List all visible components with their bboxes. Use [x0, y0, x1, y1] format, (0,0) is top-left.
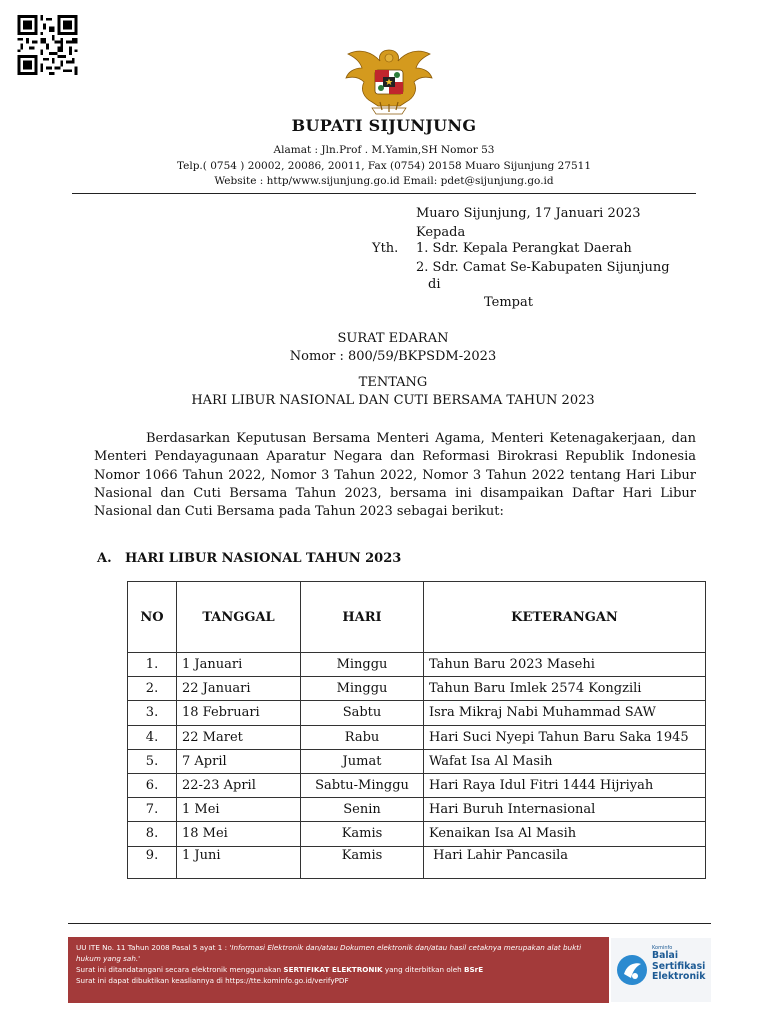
cell-no: 2.: [128, 677, 177, 701]
cell-tanggal: 1 Januari: [177, 653, 301, 677]
cell-hari: Sabtu-Minggu: [301, 773, 424, 797]
letterhead-address: Alamat : Jln.Prof . M.Yamin,SH Nomor 53: [273, 144, 495, 156]
holiday-table-body: [128, 653, 706, 879]
footer-divider: [68, 923, 711, 924]
cell-no: 8.: [128, 822, 177, 846]
cell-keterangan: Hari Suci Nyepi Tahun Baru Saka 1945: [424, 725, 706, 749]
cell-no: 9.: [128, 846, 177, 878]
table-row: [128, 822, 706, 846]
garuda-emblem-icon: [342, 46, 436, 118]
cell-tanggal: 18 Februari: [177, 701, 301, 725]
letterhead-divider: [72, 193, 696, 194]
bsre-kominfo-label: Kominfo: [652, 945, 673, 951]
notice-line-signed: Surat ini ditandatangani secara elektronik menggunakan SERTIFIKAT ELEKTRONIK yang diterbitkan oleh BSrE: [76, 965, 484, 974]
table-row: [128, 846, 706, 878]
cell-no: 5.: [128, 749, 177, 773]
holiday-table: [127, 581, 706, 879]
cell-hari: Jumat: [301, 749, 424, 773]
section-title: HARI LIBUR NASIONAL TAHUN 2023: [125, 551, 402, 566]
cell-keterangan: Tahun Baru Imlek 2574 Kongzili: [424, 677, 706, 701]
cell-keterangan: Wafat Isa Al Masih: [424, 749, 706, 773]
document-subject: HARI LIBUR NASIONAL DAN CUTI BERSAMA TAHUN 2023: [191, 393, 595, 408]
recipient-item: 2. Sdr. Camat Se-Kabupaten Sijunjung: [416, 259, 670, 275]
letterhead-title: BUPATI SIJUNJUNG: [291, 116, 477, 135]
cell-tanggal: 22-23 April: [177, 773, 301, 797]
cell-no: 1.: [128, 653, 177, 677]
tempat-label: Tempat: [484, 295, 533, 310]
document-type: SURAT EDARAN: [337, 331, 449, 346]
bsre-emblem-icon: [615, 952, 649, 988]
cell-hari: Senin: [301, 798, 424, 822]
cell-no: 7.: [128, 798, 177, 822]
table-header-row: [128, 582, 706, 653]
body-paragraph: Berdasarkan Keputusan Bersama Menteri Agama, Menteri Ketenagakerjaan, dan Menteri Pendayagunaan Aparatur Negara dan Reformasi Birokrasi Republik Indonesia Nomor 1066 Tahun 2022, Nomor 3 Tahun 2022, Nomor 3 Tahun 2022 tentang Hari Libur Nasional dan Cuti Bersama Tahun 2023, bersama ini disampaikan Daftar Hari Libur Nasional dan Cuti Bersama pada Tahun 2023 sebagai berikut:: [94, 431, 696, 520]
recipient-item: 1. Sdr. Kepala Perangkat Daerah: [416, 241, 632, 256]
cell-keterangan: Tahun Baru 2023 Masehi: [424, 653, 706, 677]
place-date: Muaro Sijunjung, 17 Januari 2023: [416, 206, 641, 221]
table-row: [128, 701, 706, 725]
notice-line-verify: Surat ini dapat dibuktikan keasliannya di https://tte.kominfo.go.id/verifyPDF: [76, 976, 349, 985]
column-header-tanggal: TANGGAL: [177, 582, 301, 653]
cell-tanggal: 22 Januari: [177, 677, 301, 701]
cell-hari: Rabu: [301, 725, 424, 749]
cell-hari: Sabtu: [301, 701, 424, 725]
notice-line-law: UU ITE No. 11 Tahun 2008 Pasal 5 ayat 1 : 'Informasi Elektronik dan/atau Dokumen elektronik dan/atau hasil cetaknya merupakan alat bukti hukum yang sah.': [76, 943, 582, 963]
cell-hari: Kamis: [301, 822, 424, 846]
cell-tanggal: 1 Juni: [177, 846, 301, 878]
table-row: [128, 798, 706, 822]
notice-quote: 'Informasi Elektronik dan/atau Dokumen elektronik dan/atau hasil cetaknya merupakan alat bukti hukum yang sah.': [76, 943, 582, 963]
cell-tanggal: 7 April: [177, 749, 301, 773]
column-header-keterangan: KETERANGAN: [424, 582, 706, 653]
di-label: di: [428, 277, 441, 292]
bsre-name: Balai Sertifikasi Elektronik: [652, 950, 706, 982]
cell-tanggal: 22 Maret: [177, 725, 301, 749]
cell-tanggal: 1 Mei: [177, 798, 301, 822]
table-row: [128, 773, 706, 797]
table-row: [128, 677, 706, 701]
cell-no: 3.: [128, 701, 177, 725]
cell-keterangan: Isra Mikraj Nabi Muhammad SAW: [424, 701, 706, 725]
cell-hari: Minggu: [301, 653, 424, 677]
document-number: Nomor : 800/59/BKPSDM-2023: [289, 349, 497, 364]
yth-label: Yth.: [372, 241, 399, 256]
letterhead-phone-fax: Telp.( 0754 ) 20002, 20086, 20011, Fax (0754) 20158 Muaro Sijunjung 27511: [176, 160, 592, 172]
section-letter: A.: [97, 551, 112, 566]
cell-keterangan: Hari Buruh Internasional: [424, 798, 706, 822]
table-row: [128, 749, 706, 773]
qr-code: [16, 15, 79, 75]
table-row: [128, 653, 706, 677]
cell-keterangan: Hari Raya Idul Fitri 1444 Hijriyah: [424, 773, 706, 797]
cell-keterangan: Kenaikan Isa Al Masih: [424, 822, 706, 846]
tentang-label: TENTANG: [358, 375, 428, 390]
cell-no: 4.: [128, 725, 177, 749]
electronic-signature-notice: [68, 937, 609, 1003]
cell-keterangan: Hari Lahir Pancasila: [424, 846, 706, 878]
letterhead-website-email: Website : http/www.sijunjung.go.id Email: pdet@sijunjung.go.id: [214, 175, 554, 187]
column-header-no: NO: [128, 582, 177, 653]
column-header-hari: HARI: [301, 582, 424, 653]
cell-hari: Kamis: [301, 846, 424, 878]
destination-block: [416, 205, 641, 242]
kepada-label: Kepada: [416, 224, 466, 240]
cell-tanggal: 18 Mei: [177, 822, 301, 846]
section-heading: [97, 551, 401, 566]
recipient-list: [416, 240, 670, 277]
cell-hari: Minggu: [301, 677, 424, 701]
cell-no: 6.: [128, 773, 177, 797]
table-row: [128, 725, 706, 749]
